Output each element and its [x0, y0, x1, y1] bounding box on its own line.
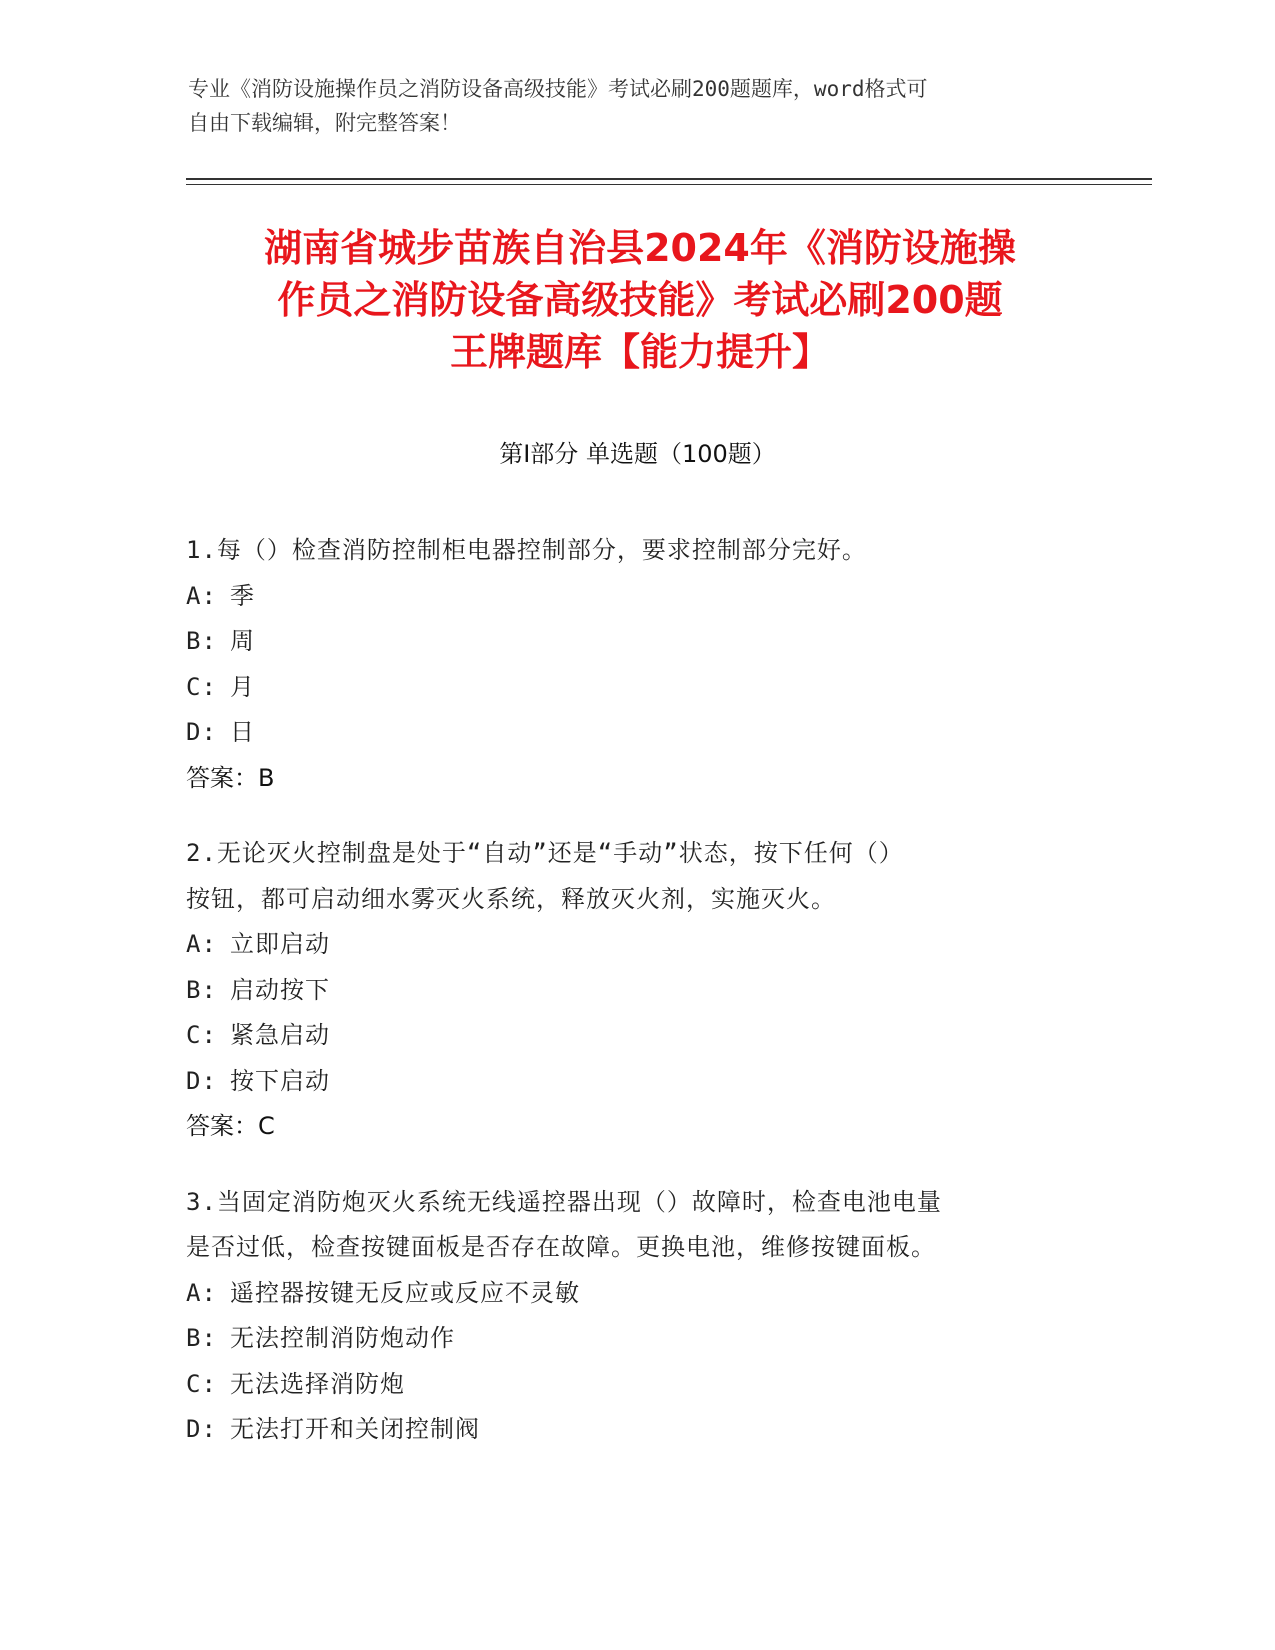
document-title-line-2: 作员之消防设备高级技能》考试必刷200题: [277, 278, 1003, 322]
question-2: [186, 831, 1086, 1150]
question-stem: 1.每（）检查消防控制柜电器控制部分，要求控制部分完好。: [186, 536, 867, 564]
header-note-line-2: 自由下载编辑，附完整答案！: [188, 111, 461, 135]
option-letter: B:: [186, 627, 217, 655]
header-divider-thick: [186, 178, 1152, 180]
option-text: 无法控制消防炮动作: [230, 1324, 455, 1352]
header-note: [188, 72, 1088, 140]
option-d: [186, 710, 1086, 756]
header-divider-thin: [186, 184, 1152, 185]
option-d: [186, 1059, 1086, 1105]
option-letter: A:: [186, 930, 217, 958]
option-letter: D:: [186, 1415, 217, 1443]
answer: 答案：C: [186, 1112, 275, 1140]
header-note-line-1: 专业《消防设施操作员之消防设备高级技能》考试必刷200题题库，word格式可: [188, 77, 928, 101]
question-list: [186, 528, 1086, 1483]
document-title-line-3: 王牌题库【能力提升】: [449, 330, 830, 374]
document-title-line-1: 湖南省城步苗族自治县2024年《消防设施操: [264, 226, 1016, 270]
option-letter: D:: [186, 718, 217, 746]
question-stem: 2.无论灭火控制盘是处于“自动”还是“手动”状态，按下任何（）: [186, 839, 904, 867]
option-text: 季: [230, 581, 255, 610]
question-1: [186, 528, 1086, 801]
option-text: 紧急启动: [230, 1021, 330, 1049]
document-title: [190, 222, 1090, 378]
option-letter: B:: [186, 975, 217, 1004]
option-c: [186, 1362, 1086, 1408]
option-letter: A:: [186, 1278, 217, 1307]
option-letter: C:: [186, 672, 217, 701]
option-text: 周: [230, 627, 255, 655]
option-letter: B:: [186, 1324, 217, 1352]
option-d: [186, 1407, 1086, 1453]
option-letter: A:: [186, 581, 217, 610]
option-b: [186, 968, 1086, 1014]
option-text: 启动按下: [230, 975, 330, 1004]
question-stem-continued: 按钮，都可启动细水雾灭火系统，释放灭火剂，实施灭火。: [186, 884, 836, 913]
option-text: 无法打开和关闭控制阀: [230, 1415, 480, 1443]
option-text: 遥控器按键无反应或反应不灵敏: [230, 1278, 580, 1307]
question-stem: 3.当固定消防炮灭火系统无线遥控器出现（）故障时，检查电池电量: [186, 1187, 942, 1216]
question-3: [186, 1180, 1086, 1453]
option-letter: C:: [186, 1369, 217, 1398]
option-text: 月: [230, 672, 255, 701]
question-stem-continued: 是否过低，检查按键面板是否存在故障。更换电池，维修按键面板。: [186, 1233, 936, 1261]
option-letter: C:: [186, 1021, 217, 1049]
section-title: 第Ⅰ部分 单选题（100题）: [499, 440, 776, 468]
option-text: 无法选择消防炮: [230, 1369, 405, 1398]
option-letter: D:: [186, 1066, 217, 1095]
option-text: 日: [230, 718, 255, 746]
option-a: [186, 574, 1086, 620]
answer: 答案：B: [186, 763, 275, 792]
option-a: [186, 922, 1086, 968]
option-text: 立即启动: [230, 930, 330, 958]
option-text: 按下启动: [230, 1066, 330, 1095]
option-b: [186, 619, 1086, 665]
option-c: [186, 1013, 1086, 1059]
option-c: [186, 665, 1086, 711]
option-a: [186, 1271, 1086, 1317]
option-b: [186, 1316, 1086, 1362]
